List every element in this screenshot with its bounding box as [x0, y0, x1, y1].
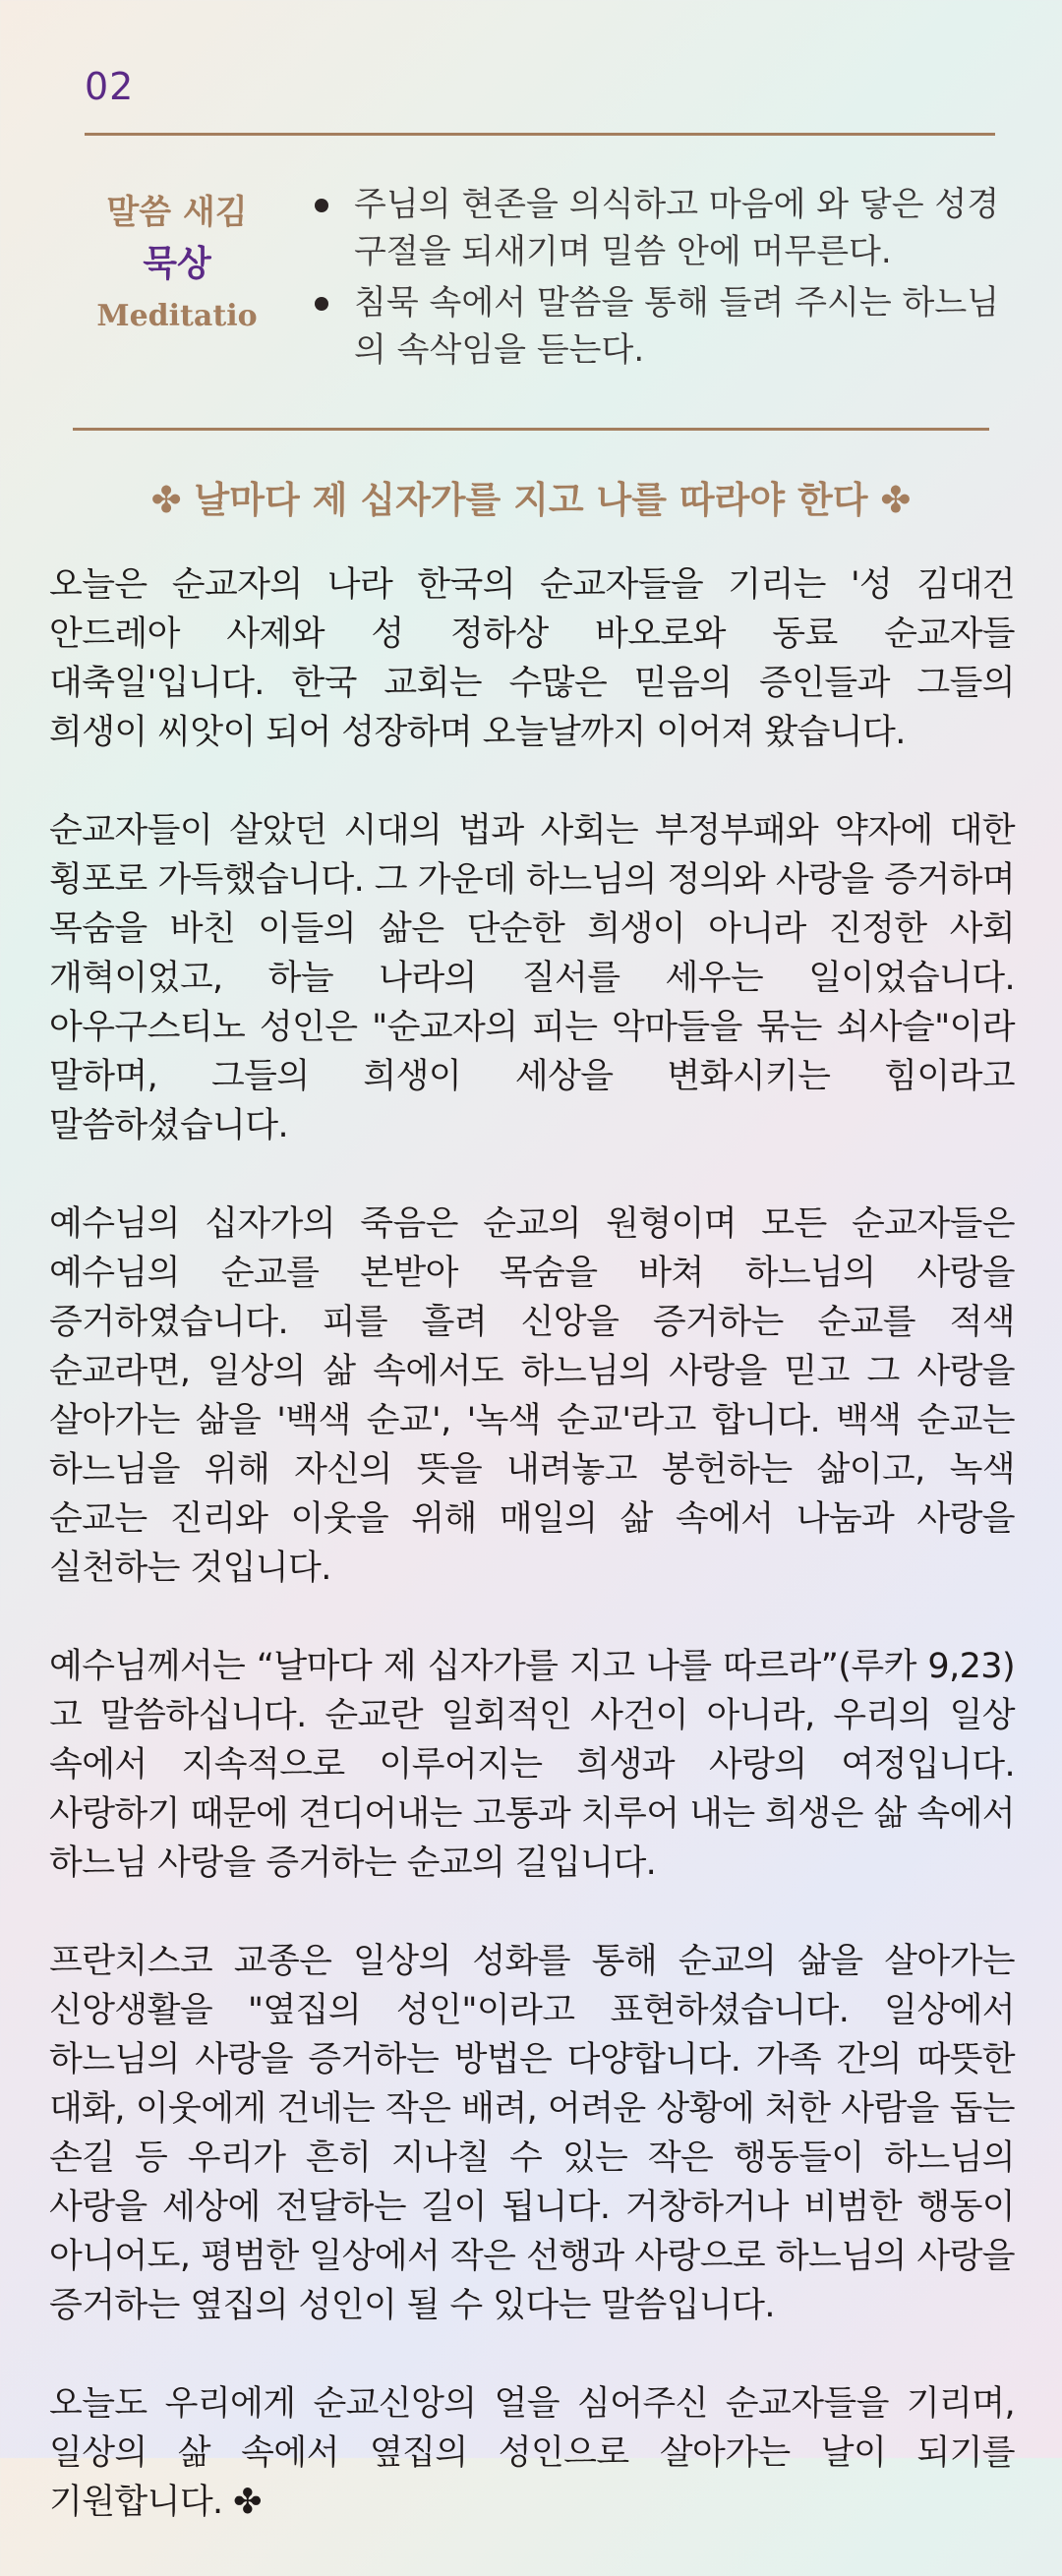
paragraph: 프란치스코 교종은 일상의 성화를 통해 순교의 삶을 살아가는 신앙생활을 "옆집의 성인"이라고 표현하셨습니다. 일상에서 하느님의 사랑을 증거하는 방법은 다양합니다. 가족 간의 따뜻한 대화, 이웃에게 건네는 작은 배려, 어려운 상황에 처한 사람을 돕는 손길 등 우리가 흔히 지나칠 수 있는 작은 행동들이 하느님의 사랑을 세상에 전달하는 길이 됩니다. 거창하거나 비범한 행동이 아니어도, 평범한 일상에서 작은 선행과 사랑으로 하느님의 사랑을 증거하는 옆집의 성인이 될 수 있다는 말씀입니다.	[49, 1942, 1015, 2325]
reflection-body	[49, 560, 1015, 2576]
headline	[0, 470, 1062, 523]
paragraph: 순교자들이 살았던 시대의 법과 사회는 부정부패와 약자에 대한 횡포로 가득했습니다. 그 가운데 하느님의 정의와 사랑을 증거하며 목숨을 바친 이들의 삶은 단순한 희생이 아니라 진정한 사회 개혁이었고, 하늘 나라의 질서를 세우는 일이었습니다. 아우구스티노 성인은 "순교자의 피는 악마들을 묶는 쇠사슬"이라 말하며, 그들의 희생이 세상을 변화시키는 힘이라고 말씀하셨습니다.	[49, 811, 1015, 1145]
bullet-item	[313, 279, 1001, 374]
meditatio-label	[69, 187, 285, 342]
bullet-text: 주님의 현존을 의식하고 마음에 와 닿은 성경구절을 되새기며 밀씀 안에 머무른다.	[354, 185, 1000, 271]
paragraph: 예수님께서는 “날마다 제 십자가를 지고 나를 따르라”(루카 9,23)고 말씀하십니다. 순교란 일회적인 사건이 아니라, 우리의 일상 속에서 지속적으로 이루어지는 희생과 사랑의 여정입니다. 사랑하기 때문에 견디어내는 고통과 치루어 내는 희생은 삶 속에서 하느님 사랑을 증거하는 순교의 길입니다.	[49, 1647, 1015, 1883]
bullet-dot-icon	[315, 297, 328, 311]
paragraph: 오늘은 순교자의 나라 한국의 순교자들을 기리는 '성 김대건 안드레아 사제와 성 정하상 바오로와 동료 순교자들 대축일'입니다. 한국 교회는 수많은 믿음의 증인들과 그들의 희생이 씨앗이 되어 성장하며 오늘날까지 이어져 왔습니다.	[49, 565, 1015, 752]
meditatio-label-kr2: 묵상	[143, 244, 211, 284]
divider-top	[85, 133, 995, 136]
meditatio-bullet-list	[313, 181, 1001, 378]
bullet-item	[313, 181, 1001, 275]
headline-text: 날마다 제 십자가를 지고 나를 따라야 한다	[194, 479, 868, 521]
section-number: 02	[85, 65, 135, 108]
bullet-dot-icon	[315, 199, 328, 212]
clover-icon: ✤	[150, 479, 182, 521]
paragraph: 예수님의 십자가의 죽음은 순교의 원형이며 모든 순교자들은 예수님의 순교를 본받아 목숨을 바쳐 하느님의 사랑을 증거하였습니다. 피를 흘려 신앙을 증거하는 순교를 적색 순교라면, 일상의 삶 속에서도 하느님의 사랑을 믿고 그 사랑을 살아가는 삶을 '백색 순교', '녹색 순교'라고 합니다. 백색 순교는 하느님을 위해 자신의 뜻을 내려놓고 봉헌하는 삶이고, 녹색 순교는 진리와 이웃을 위해 매일의 삶 속에서 나눔과 사랑을 실천하는 것입니다.	[49, 1204, 1015, 1588]
bullet-text: 침묵 속에서 말씀을 통해 들려 주시는 하느님의 속삭임을 듣는다.	[354, 283, 1000, 370]
paragraph: 오늘도 우리에게 순교신앙의 얼을 심어주신 순교자들을 기리며, 일상의 삶 속에서 옆집의 성인으로 살아가는 날이 되기를 기원합니다. ✤	[49, 2384, 1015, 2522]
clover-icon: ✤	[880, 479, 912, 521]
meditatio-label-latin: Meditatio	[96, 299, 258, 333]
meditatio-label-kr1: 말씀 새김	[106, 193, 248, 232]
divider-bottom	[73, 428, 989, 431]
